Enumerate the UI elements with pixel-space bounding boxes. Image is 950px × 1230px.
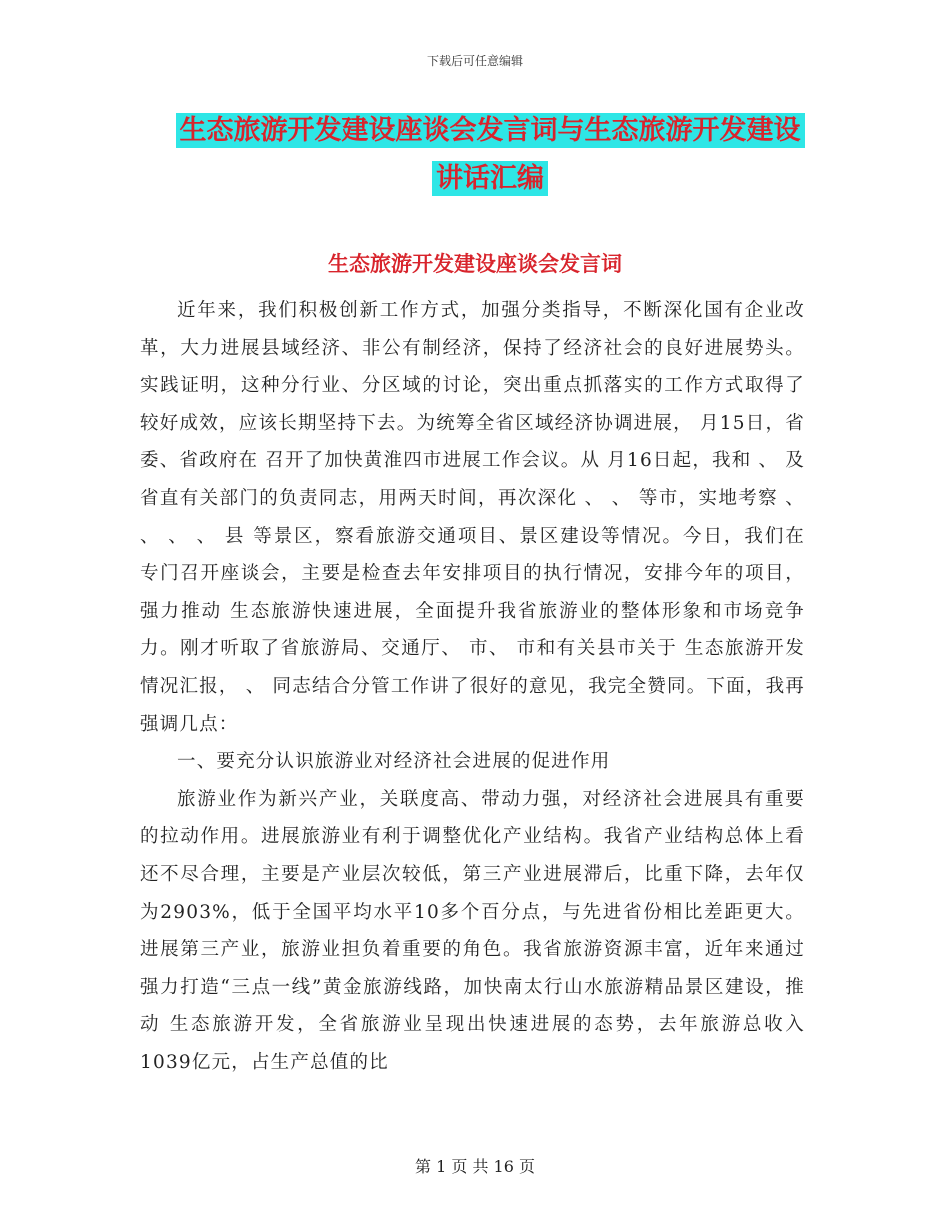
paragraph: 旅游业作为新兴产业，关联度高、带动力强，对经济社会进展具有重要的拉动作用。进展旅游业有利于调整优化产业结构。我省产业结构总体上看还不尽合理，主要是产业层次较低，第三产业进展滞后，比重下降，去年仅为2903%，低于全国平均水平10多个百分点，与先进省份相比差距更大。进展第三产业，旅游业担负着重要的角色。我省旅游资源丰富，近年来通过强力打造“三点一线”黄金旅游线路，加快南太行山水旅游精品景区建设，推动 生态旅游开发，全省旅游业呈现出快速进展的态势，去年旅游总收入1039亿元，占生产总值的比	[140, 788, 805, 1073]
paragraph: 近年来，我们积极创新工作方式，加强分类指导，不断深化国有企业改革，大力进展县域经济、非公有制经济，保持了经济社会的良好进展势头。实践证明，这种分行业、分区域的讨论，突出重点抓落实的工作方式取得了较好成效，应该长期坚持下去。为统筹全省区域经济协调进展， 月15日，省委、省政府在 召开了加快黄淮四市进展工作会议。从 月16日起，我和 、 及省直有关部门的负责同志，用两天时间，再次深化 、 、 等市，实地考察 、 、 、 、 县 等景区，察看旅游交通项目、景区建设等情况。今日，我们在 专门召开座谈会，主要是检查去年安排项目的执行情况，安排今年的项目，强力推动 生态旅游快速进展，全面提升我省旅游业的整体形象和市场竞争力。刚才听取了省旅游局、交通厅、 市、 市和有关县市关于 生态旅游开发情况汇报， 、 同志结合分管工作讲了很好的意见，我完全赞同。下面，我再强调几点：	[140, 300, 805, 735]
paragraph-heading: 一、要充分认识旅游业对经济社会进展的促进作用	[177, 751, 611, 773]
page-header-note: 下载后可任意编辑	[426, 54, 523, 68]
document-title	[150, 108, 830, 204]
document-title-line-1: 生态旅游开发建设座谈会发言词与生态旅游开发建设	[176, 113, 805, 148]
page-footer: 第 1 页 共 16 页	[415, 1157, 535, 1176]
section-title: 生态旅游开发建设座谈会发言词	[328, 252, 622, 276]
document-body	[140, 292, 805, 1081]
document-title-line-2: 讲话汇编	[432, 161, 548, 196]
